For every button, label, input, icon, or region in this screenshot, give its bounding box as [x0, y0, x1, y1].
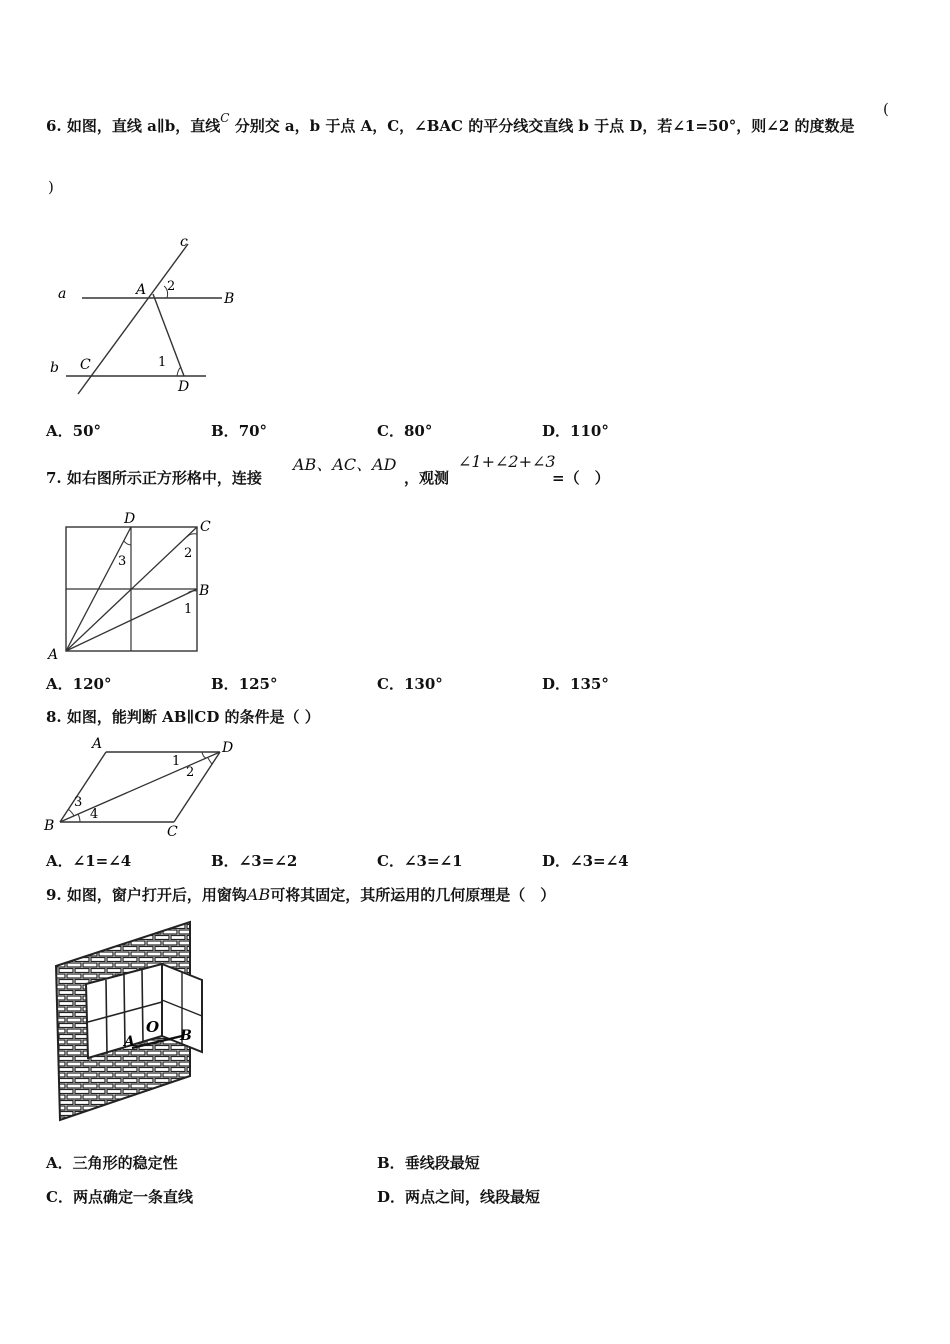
q9-option-d[interactable]: D．两点之间，线段最短: [377, 1188, 541, 1206]
diagonal-BD: [60, 752, 220, 822]
fig6-label-1: 1: [158, 355, 167, 370]
question-6-text-2: 分别交 a，b 于点 A，C，∠BAC 的平分线交直线 b 于点 D，若∠1=50°，则∠2 的度数是: [234, 117, 855, 135]
angle-3-arc: [68, 809, 74, 816]
fig6-label-A: A: [136, 282, 147, 298]
question-7-text-1: 如右图所示正方形格中，连接: [66, 469, 262, 487]
q8-option-c[interactable]: C．∠3=∠1: [377, 852, 463, 870]
angle-4-arc: [78, 814, 80, 822]
question-6-figure: [40, 228, 250, 398]
fig9-label-A: A: [124, 1034, 135, 1050]
question-8-text: 如图，能判断 AB∥CD 的条件是（ ）: [66, 708, 320, 726]
fig6-label-C: C: [80, 357, 91, 373]
fig6-label-B: B: [224, 291, 235, 307]
question-6-stem: [46, 111, 855, 136]
fig7-label-2: 2: [184, 546, 193, 561]
fig8-label-2: 2: [186, 765, 195, 780]
question-6-paren-close: ): [48, 178, 54, 196]
fig7-label-D: D: [124, 511, 136, 527]
fig8-label-D: D: [222, 740, 234, 756]
q8-option-a[interactable]: A．∠1=∠4: [46, 852, 132, 870]
q9-option-a[interactable]: A．三角形的稳定性: [46, 1154, 178, 1172]
q9-option-b[interactable]: B．垂线段最短: [377, 1154, 480, 1172]
fig6-label-D: D: [178, 379, 190, 395]
question-8-figure: [40, 732, 240, 840]
q7-option-a[interactable]: A．120°: [46, 675, 112, 693]
question-7-figure: [44, 505, 224, 663]
fig6-label-c: c: [180, 234, 188, 250]
question-9-text-2: 可将其固定，其所运用的几何原理是（ ）: [270, 886, 556, 904]
question-9-segment: AB: [246, 885, 271, 904]
fig6-label-a: a: [58, 286, 67, 302]
question-7-stem: [46, 467, 262, 488]
fig8-label-4: 4: [90, 807, 99, 822]
q7-option-b[interactable]: B．125°: [211, 675, 278, 693]
fig9-label-B: B: [180, 1028, 192, 1044]
fig9-label-O: O: [146, 1018, 160, 1036]
fig6-label-2: 2: [167, 279, 176, 294]
angle-2-arc: [208, 758, 212, 764]
question-6-number: 6.: [46, 117, 62, 135]
angle-1-arc: [202, 752, 206, 758]
fig6-label-b: b: [50, 360, 59, 376]
question-8-number: 8.: [46, 708, 62, 726]
question-9-text-1: 如图，窗户打开后，用窗钩: [66, 886, 247, 904]
q6-option-d[interactable]: D．110°: [542, 422, 609, 440]
question-8-stem: [46, 706, 320, 727]
question-7-text-2: ，观测: [404, 469, 450, 487]
question-6-paren-open: (: [883, 100, 889, 118]
q8-option-d[interactable]: D．∠3=∠4: [542, 852, 629, 870]
fig7-label-B: B: [199, 583, 210, 599]
fig7-label-3: 3: [118, 554, 127, 569]
q6-option-c[interactable]: C．80°: [377, 422, 433, 440]
fig7-label-C: C: [200, 519, 211, 535]
question-9-stem: [46, 884, 555, 905]
q9-option-c[interactable]: C．两点确定一条直线: [46, 1188, 193, 1206]
question-9-number: 9.: [46, 886, 62, 904]
q7-option-d[interactable]: D．135°: [542, 675, 609, 693]
fig8-label-1: 1: [172, 754, 181, 769]
question-7-angles: ∠1+∠2+∠3: [458, 452, 556, 471]
line-c: [78, 244, 188, 394]
fig8-label-B: B: [44, 818, 55, 834]
line-c-label: C: [220, 111, 230, 125]
angle-3-arc: [124, 541, 131, 545]
q6-option-a[interactable]: A．50°: [46, 422, 102, 440]
question-9-figure: [50, 918, 210, 1122]
question-7-text-3: =（ ）: [552, 469, 610, 487]
question-7-number: 7.: [46, 469, 62, 487]
fig7-label-A: A: [48, 647, 59, 663]
fig8-label-3: 3: [74, 795, 83, 810]
question-6-text-1: 如图，直线 a∥b，直线: [66, 117, 221, 135]
q6-option-b[interactable]: B．70°: [211, 422, 268, 440]
question-7-segments: AB、AC、AD: [293, 455, 397, 474]
fig8-label-A: A: [92, 736, 103, 752]
fig7-label-1: 1: [184, 602, 193, 617]
fig8-label-C: C: [167, 824, 178, 840]
q7-option-c[interactable]: C．130°: [377, 675, 443, 693]
q8-option-b[interactable]: B．∠3=∠2: [211, 852, 298, 870]
